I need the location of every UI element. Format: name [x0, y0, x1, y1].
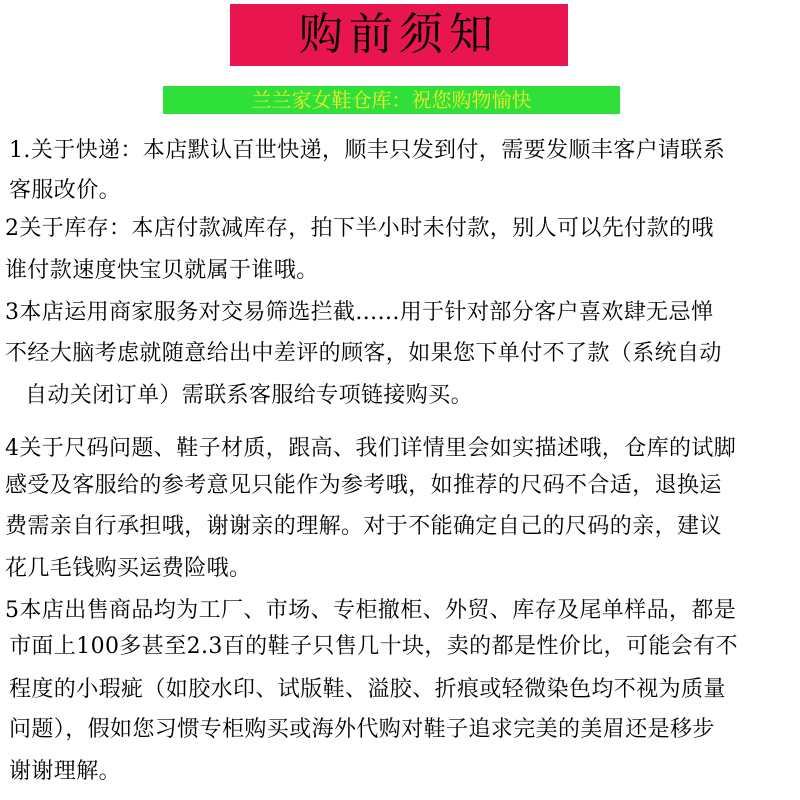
notice-line: 花几毛钱购买运费险哦。 [5, 556, 252, 581]
title-banner [230, 4, 568, 66]
page-title: 购前须知 [299, 9, 499, 60]
notice-line: 2关于库存：本店付款减库存，拍下半小时未付款，别人可以先付款的哦 [5, 216, 714, 241]
notice-line: 感受及客服给的参考意见只能作为参考哦，如推荐的尺码不合适，退换运 [5, 473, 722, 498]
notice-line: 费需亲自行承担哦，谢谢亲的理解。对于不能确定自己的尺码的亲，建议 [5, 514, 722, 539]
page-subtitle: 兰兰家女鞋仓库：祝您购物愉快 [251, 88, 532, 112]
notice-line: 1.关于快递：本店默认百世快递，顺丰只发到付，需要发顺丰客户请联系 [9, 138, 726, 163]
notice-line: 5本店出售商品均为工厂、市场、专柜撤柜、外贸、库存及尾单样品，都是 [5, 598, 737, 623]
subtitle-banner [163, 86, 620, 114]
notice-line: 自动关闭订单）需联系客服给专项链接购买。 [25, 383, 474, 408]
notice-line: 4关于尺码问题、鞋子材质，跟高、我们详情里会如实描述哦，仓库的试脚 [5, 436, 737, 461]
notice-line: 3本店运用商家服务对交易筛选拦截......用于针对部分客户喜欢肆无忌惮 [5, 300, 714, 325]
notice-line: 客服改价。 [9, 178, 122, 203]
notice-line: 程度的小瑕疵（如胶水印、试版鞋、溢胶、折痕或轻微染色均不视为质量 [9, 677, 726, 702]
notice-line: 市面上100多甚至2.3百的鞋子只售几十块，卖的都是性价比，可能会有不 [9, 634, 738, 659]
notice-line: 谁付款速度快宝贝就属于谁哦。 [5, 258, 319, 283]
notice-line: 问题），假如您习惯专柜购买或海外代购对鞋子追求完美的美眉还是移步 [9, 717, 715, 742]
notice-line: 谢谢理解。 [9, 759, 122, 784]
notice-line: 不经大脑考虑就随意给出中差评的顾客，如果您下单付不了款（系统自动 [5, 341, 722, 366]
